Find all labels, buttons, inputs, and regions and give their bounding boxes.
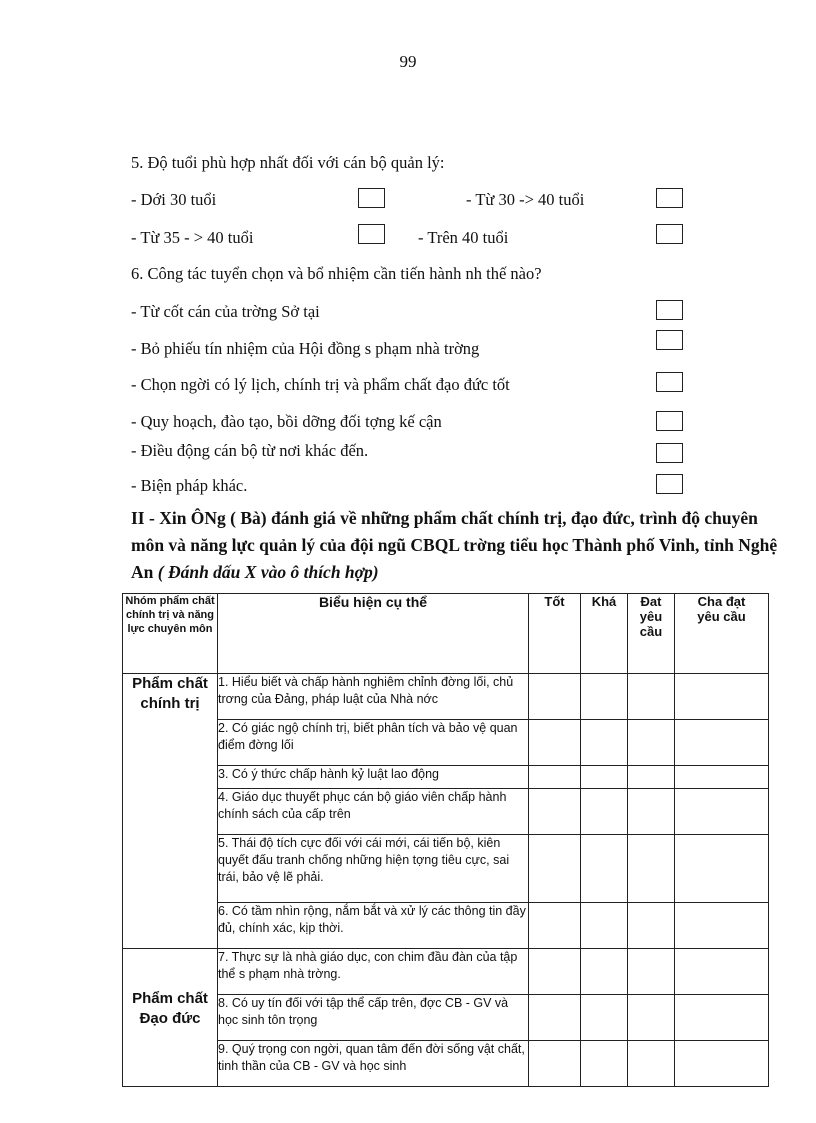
q5-option-under-30: - Dới 30 tuổi	[131, 190, 217, 209]
header-not-meet: Cha đạt yêu cầu	[675, 594, 769, 674]
table-row	[123, 949, 769, 995]
item-description: 7. Thực sự là nhà giáo dục, con chim đầu đàn của tập thể s phạm nhà trờng.	[218, 949, 529, 995]
header-good: Tốt	[529, 594, 581, 674]
rating-cell-good[interactable]	[529, 995, 581, 1041]
rating-cell-good[interactable]	[529, 835, 581, 903]
table-row	[123, 720, 769, 766]
q5-checkbox-35-40[interactable]	[358, 224, 385, 244]
q6-option-4: - Quy hoạch, đào tạo, bồi dỡng đối tợng kế cận	[131, 412, 442, 431]
rating-cell-good[interactable]	[529, 766, 581, 789]
item-description: 6. Có tầm nhìn rộng, nắm bắt và xử lý các thông tin đầy đủ, chính xác, kịp thời.	[218, 903, 529, 949]
q5-option-over-40: - Trên 40 tuổi	[418, 228, 509, 247]
rating-cell-fair[interactable]	[581, 949, 628, 995]
q6-option-6: - Biện pháp khác.	[131, 476, 248, 495]
question5-title: 5. Độ tuổi phù hợp nhất đối với cán bộ quản lý:	[131, 153, 445, 172]
q6-checkbox-1[interactable]	[656, 300, 683, 320]
rating-cell-meets[interactable]	[628, 674, 675, 720]
q6-checkbox-6[interactable]	[656, 474, 683, 494]
q6-checkbox-5[interactable]	[656, 443, 683, 463]
header-meets: Đat yêu cầu	[628, 594, 675, 674]
item-description: 5. Thái độ tích cực đối với cái mới, cái tiến bộ, kiên quyết đấu tranh chống những hiện tợng tiêu cực, sai trái, bảo vệ lẽ phải.	[218, 835, 529, 903]
group-ethics: Phẩm chất Đạo đức	[123, 949, 218, 1087]
table-row	[123, 1041, 769, 1087]
rating-cell-meets[interactable]	[628, 835, 675, 903]
rating-cell-not-meet[interactable]	[675, 835, 769, 903]
item-description: 2. Có giác ngộ chính trị, biết phân tích và bảo vệ quan điểm đờng lối	[218, 720, 529, 766]
rating-cell-not-meet[interactable]	[675, 949, 769, 995]
rating-cell-fair[interactable]	[581, 995, 628, 1041]
rating-cell-fair[interactable]	[581, 766, 628, 789]
item-description: 8. Có uy tín đối với tập thể cấp trên, đợc CB - GV và học sinh tôn trọng	[218, 995, 529, 1041]
header-group: Nhóm phẩm chất chính trị và năng lực chuyên môn	[123, 594, 218, 674]
q6-checkbox-3[interactable]	[656, 372, 683, 392]
q6-option-2: - Bỏ phiếu tín nhiệm của Hội đồng s phạm nhà trờng	[131, 339, 480, 358]
q5-checkbox-under-30[interactable]	[358, 188, 385, 208]
rating-cell-good[interactable]	[529, 1041, 581, 1087]
rating-cell-meets[interactable]	[628, 1041, 675, 1087]
rating-cell-good[interactable]	[529, 903, 581, 949]
section2-heading-text: II - Xin ÔNg ( Bà) đánh giá về những phẩm chất chính trị, đạo đức, trình độ chuyên môn và năng lực quản lý của đội ngũ CBQL trờng tiểu học Thành phố Vinh, tỉnh Nghệ An	[131, 508, 778, 582]
rating-cell-meets[interactable]	[628, 720, 675, 766]
table-row	[123, 903, 769, 949]
rating-cell-not-meet[interactable]	[675, 766, 769, 789]
item-description: 1. Hiểu biết và chấp hành nghiêm chỉnh đờng lối, chủ trơng của Đảng, pháp luật của Nhà nớc	[218, 674, 529, 720]
rating-cell-not-meet[interactable]	[675, 720, 769, 766]
rating-cell-not-meet[interactable]	[675, 674, 769, 720]
table-row	[123, 674, 769, 720]
rating-cell-meets[interactable]	[628, 949, 675, 995]
table-row	[123, 789, 769, 835]
group-political: Phẩm chất chính trị	[123, 674, 218, 949]
rating-cell-not-meet[interactable]	[675, 995, 769, 1041]
rating-cell-fair[interactable]	[581, 903, 628, 949]
section2-heading-note: ( Đánh dấu X vào ô thích hợp)	[157, 562, 379, 582]
section2-heading	[131, 505, 781, 586]
rating-cell-not-meet[interactable]	[675, 789, 769, 835]
header-fair: Khá	[581, 594, 628, 674]
rating-cell-fair[interactable]	[581, 674, 628, 720]
q5-option-35-40: - Từ 35 - > 40 tuổi	[131, 228, 254, 247]
rating-cell-fair[interactable]	[581, 720, 628, 766]
rating-cell-meets[interactable]	[628, 995, 675, 1041]
q5-checkbox-30-40[interactable]	[656, 188, 683, 208]
table-row	[123, 995, 769, 1041]
table-header-row	[123, 594, 769, 674]
q6-option-5: - Điều động cán bộ từ nơi khác đến.	[131, 441, 369, 460]
evaluation-table	[122, 593, 769, 1087]
q5-option-30-40: - Từ 30 -> 40 tuổi	[466, 190, 585, 209]
rating-cell-meets[interactable]	[628, 766, 675, 789]
rating-cell-good[interactable]	[529, 674, 581, 720]
rating-cell-not-meet[interactable]	[675, 1041, 769, 1087]
table-row	[123, 766, 769, 789]
rating-cell-fair[interactable]	[581, 789, 628, 835]
rating-cell-good[interactable]	[529, 949, 581, 995]
rating-cell-fair[interactable]	[581, 1041, 628, 1087]
item-description: 9. Quý trọng con ngời, quan tâm đến đời sống vật chất, tinh thần của CB - GV và học sinh	[218, 1041, 529, 1087]
rating-cell-not-meet[interactable]	[675, 903, 769, 949]
rating-cell-good[interactable]	[529, 789, 581, 835]
rating-cell-fair[interactable]	[581, 835, 628, 903]
q6-option-1: - Từ cốt cán của trờng Sở tại	[131, 302, 320, 321]
rating-cell-good[interactable]	[529, 720, 581, 766]
page-number: 99	[399, 52, 417, 71]
q6-option-3: - Chọn ngời có lý lịch, chính trị và phẩm chất đạo đức tốt	[131, 375, 510, 394]
q5-checkbox-over-40[interactable]	[656, 224, 683, 244]
header-description: Biểu hiện cụ thể	[218, 594, 529, 674]
question6-title: 6. Công tác tuyển chọn và bổ nhiệm cần tiến hành nh thế nào?	[131, 264, 542, 283]
table-row	[123, 835, 769, 903]
rating-cell-meets[interactable]	[628, 903, 675, 949]
rating-cell-meets[interactable]	[628, 789, 675, 835]
q6-checkbox-2[interactable]	[656, 330, 683, 350]
item-description: 4. Giáo dục thuyết phục cán bộ giáo viên chấp hành chính sách của cấp trên	[218, 789, 529, 835]
q6-checkbox-4[interactable]	[656, 411, 683, 431]
item-description: 3. Có ý thức chấp hành kỷ luật lao động	[218, 766, 529, 789]
